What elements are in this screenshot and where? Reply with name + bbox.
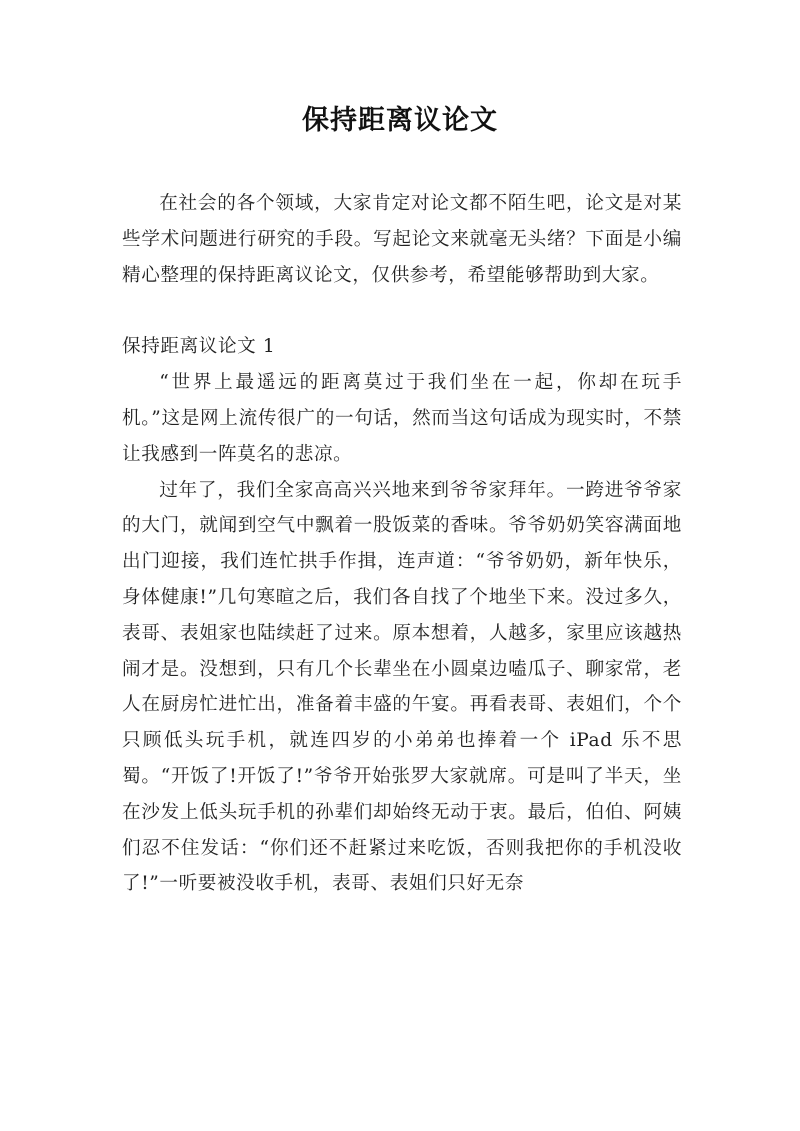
document-body <box>122 186 682 902</box>
body-paragraph-1: “世界上最遥远的距离莫过于我们坐在一起，你却在玩手机。”这是网上流传很广的一句话，然而当这句话成为现实时，不禁让我感到一阵莫名的悲凉。 <box>122 372 682 465</box>
body-paragraph-2: 过年了，我们全家高高兴兴地来到爷爷家拜年。一跨进爷爷家的大门，就闻到空气中飘着一股饭菜的香味。爷爷奶奶笑容满面地出门迎接，我们连忙拱手作揖，连声道：“爷爷奶奶，新年快乐，身体健康!”几句寒暄之后，我们各自找了个地坐下来。没过多久，表哥、表姐家也陆续赶了过来。原本想着，人越多，家里应该越热闹才是。没想到，只有几个长辈坐在小圆桌边嗑瓜子、聊家常，老人在厨房忙进忙出，准备着丰盛的午宴。再看表哥、表姐们，个个只顾低头玩手机，就连四岁的小弟弟也捧着一个 iPad 乐不思蜀。“开饭了!开饭了!”爷爷开始张罗大家就席。可是叫了半天，坐在沙发上低头玩手机的孙辈们却始终无动于衷。最后，伯伯、阿姨们忍不住发话：“你们还不赶紧过来吃饭，否则我把你的手机没收了!”一听要被没收手机，表哥、表姐们只好无奈 <box>122 479 682 895</box>
intro-paragraph: 在社会的各个领域，大家肯定对论文都不陌生吧，论文是对某些学术问题进行研究的手段。写起论文来就毫无头绪？下面是小编精心整理的保持距离议论文，仅供参考，希望能够帮助到大家。 <box>122 193 682 286</box>
document-title: 保持距离议论文 <box>302 105 498 136</box>
section-heading: 保持距离议论文 1 <box>122 336 276 358</box>
